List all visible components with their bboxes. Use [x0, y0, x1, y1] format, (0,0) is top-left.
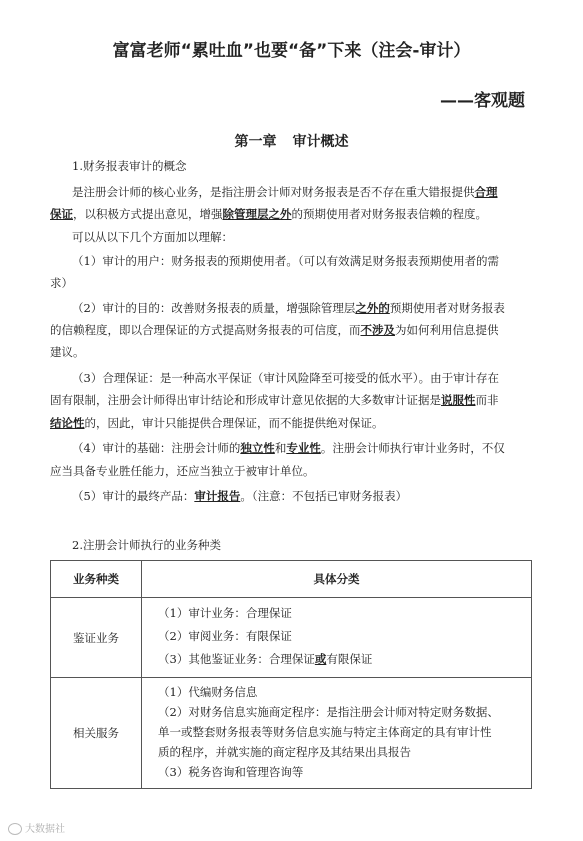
emphasis-text: 保证 [50, 207, 73, 221]
text: ，以积极方式提出意见，增强 [73, 207, 223, 221]
text: 是注册会计师的核心业务，是指注册会计师对财务报表是否不存在重大错报提供 [72, 185, 475, 199]
item5-line1 [72, 489, 407, 503]
detail-line: 单一或整套财务报表等财务信息实施与特定主体商定的具有审计性 [158, 725, 492, 739]
item2-line1 [72, 301, 505, 315]
text: （2）审计的目的：改善财务报表的质量，增强除管理层 [72, 301, 356, 315]
category-cell: 相关服务 [51, 678, 142, 789]
text: （4）审计的基础：注册会计师的 [72, 441, 241, 455]
category-cell: 鉴证业务 [51, 598, 142, 678]
detail-line: （2）对财务信息实施商定程序：是指注册会计师对特定财务数据、 [158, 705, 499, 719]
emphasis-text: 或 [314, 652, 327, 666]
text: 而非 [475, 393, 499, 407]
intro-line: 可以从以下几个方面加以理解： [72, 230, 233, 244]
definition-line1 [72, 185, 498, 199]
emphasis-text: 独立性 [240, 441, 275, 455]
emphasis-text: 之外的 [355, 301, 390, 315]
table-header-cell: 具体分类 [142, 561, 532, 598]
chapter-name: 审计概述 [292, 134, 349, 150]
detail-cell [142, 678, 532, 789]
emphasis-text: 不涉及 [360, 323, 395, 337]
logo-icon [8, 823, 22, 835]
definition-line2 [50, 207, 487, 221]
detail-cell [142, 598, 532, 678]
text: 的预期使用者对财务报表信赖的程度。 [291, 207, 487, 221]
item1-line1: （1）审计的用户：财务报表的预期使用者。（可以有效满足财务报表预期使用者的需 [72, 254, 500, 268]
item2-line3: 建议。 [50, 345, 85, 359]
item1-line2: 求） [50, 276, 73, 290]
detail-line: （1）审计业务：合理保证 [158, 606, 292, 620]
text: 。（注意：不包括已审财务报表） [240, 489, 408, 503]
item3-line1: （3）合理保证：是一种高水平保证（审计风险降至可接受的低水平）。由于审计存在 [72, 371, 500, 385]
text: 固有限制，注册会计师得出审计结论和形成审计意见依据的大多数审计证据是 [50, 393, 441, 407]
logo-text: 大数据社 [25, 824, 65, 835]
emphasis-text: 专业性 [286, 441, 321, 455]
table-row [51, 678, 532, 789]
chapter-heading [0, 131, 583, 151]
emphasis-text: 审计报告 [194, 489, 241, 503]
item4-line1 [72, 441, 505, 455]
item4-line2: 应当具备专业胜任能力，还应当独立于被审计单位。 [50, 464, 315, 478]
detail-line: （1）代编财务信息 [158, 685, 258, 699]
document-title: 富富老师“累吐血”也要“备”下来（注会-审计） [112, 41, 471, 61]
detail-line: （3）税务咨询和管理咨询等 [158, 765, 304, 779]
business-types-table [50, 560, 532, 789]
text: （5）审计的最终产品： [72, 489, 195, 503]
detail-line: （2）审阅业务：有限保证 [158, 629, 292, 643]
emphasis-text: 说服性 [441, 393, 476, 407]
emphasis-text: 合理 [474, 185, 498, 199]
detail-line: 质的程序，并就实施的商定程序及其结果出具报告 [158, 745, 411, 759]
item2-line2 [50, 323, 499, 337]
item3-line2 [50, 393, 499, 407]
detail-line [158, 648, 523, 671]
document-subtitle: ——客观题 [440, 91, 525, 111]
source-logo [8, 820, 65, 835]
table-row [51, 598, 532, 678]
text: 有限保证 [326, 652, 373, 666]
text: 。注册会计师执行审计业务时，不仅 [320, 441, 505, 455]
item3-line3 [50, 416, 384, 430]
text: 和 [274, 441, 287, 455]
text: （3）其他鉴证业务：合理保证 [158, 652, 315, 666]
section1-heading: 1.财务报表审计的概念 [72, 159, 187, 173]
table-header-row [51, 561, 532, 598]
emphasis-text: 除管理层之外 [222, 207, 292, 221]
text: 的，因此，审计只能提供合理保证，而不能提供绝对保证。 [84, 416, 384, 430]
table-header-cell: 业务种类 [51, 561, 142, 598]
chapter-number: 第一章 [234, 134, 277, 150]
section2-heading: 2.注册会计师执行的业务种类 [72, 538, 221, 552]
emphasis-text: 结论性 [50, 416, 85, 430]
text: 的信赖程度，即以合理保证的方式提高财务报表的可信度，而 [50, 323, 361, 337]
text: 预期使用者对财务报表 [389, 301, 505, 315]
text: 为如何利用信息提供 [395, 323, 499, 337]
